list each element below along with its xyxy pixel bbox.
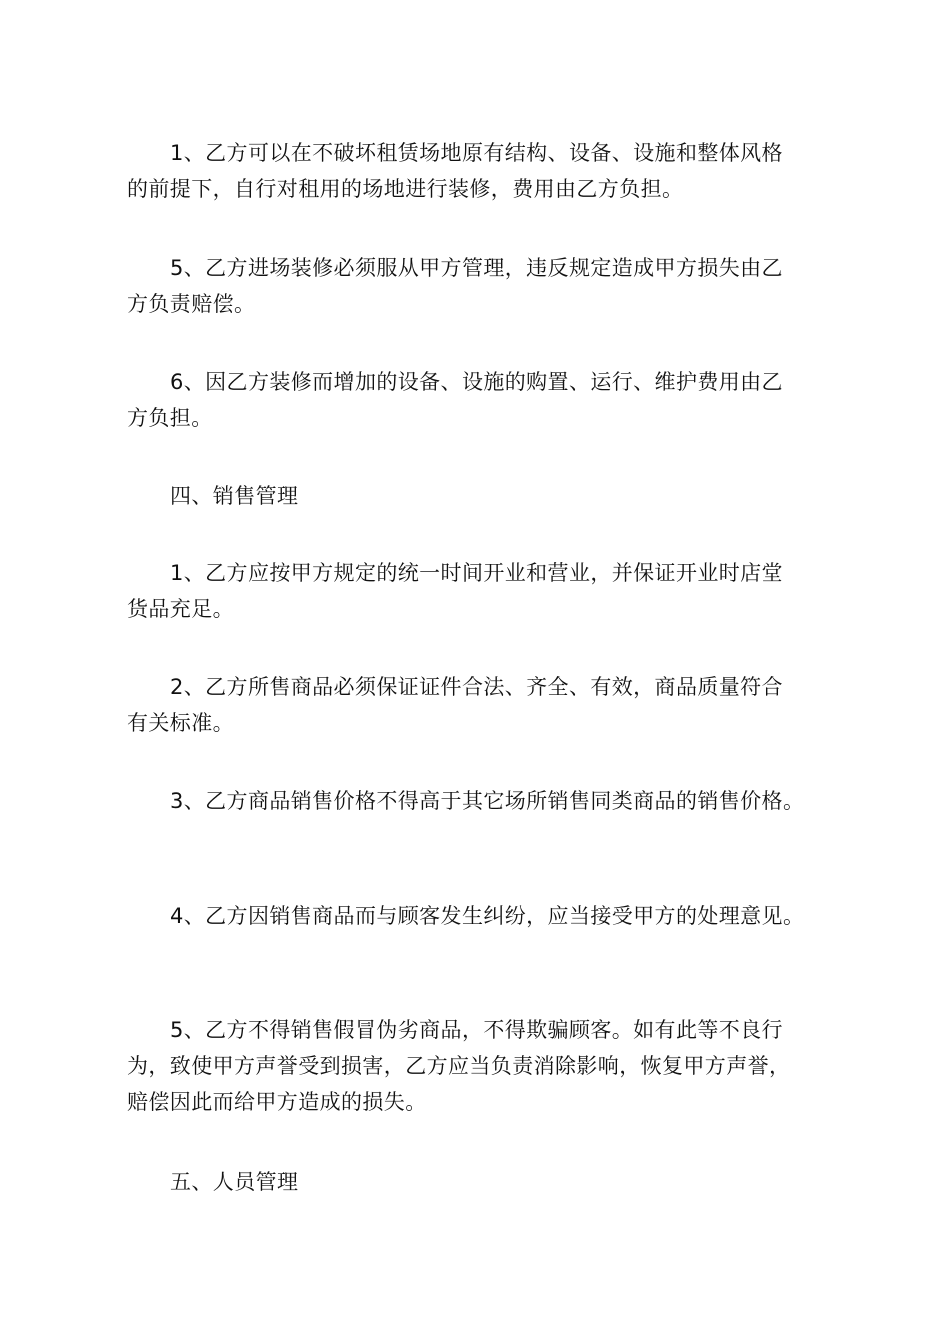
clause-line: 货品充足。 xyxy=(127,597,234,621)
clause-line: 有关标准。 xyxy=(127,711,234,735)
clause-sales-3 xyxy=(127,783,827,819)
clause-decoration-6 xyxy=(127,364,827,436)
clause-line: 为，致使甲方声誉受到损害，乙方应当负责消除影响，恢复甲方声誉， xyxy=(127,1054,791,1078)
clause-line: 1、乙方可以在不破坏租赁场地原有结构、设备、设施和整体风格 xyxy=(170,141,783,165)
clause-line: 方负担。 xyxy=(127,406,213,430)
section-heading-personnel: 五、人员管理 xyxy=(170,1170,299,1194)
clause-sales-1 xyxy=(127,555,827,627)
clause-line: 5、乙方进场装修必须服从甲方管理，违反规定造成甲方损失由乙 xyxy=(170,256,783,280)
clause-line: 3、乙方商品销售价格不得高于其它场所销售同类商品的销售价格。 xyxy=(170,789,805,813)
clause-line: 方负责赔偿。 xyxy=(127,292,256,316)
clause-line: 2、乙方所售商品必须保证证件合法、齐全、有效，商品质量符合 xyxy=(170,675,783,699)
clause-sales-4 xyxy=(127,898,827,934)
clause-line: 5、乙方不得销售假冒伪劣商品，不得欺骗顾客。如有此等不良行 xyxy=(170,1018,783,1042)
clause-sales-5 xyxy=(127,1012,827,1120)
clause-sales-2 xyxy=(127,669,827,741)
clause-line: 赔偿因此而给甲方造成的损失。 xyxy=(127,1090,427,1114)
section-heading-sales: 四、销售管理 xyxy=(170,484,299,508)
clause-line: 4、乙方因销售商品而与顾客发生纠纷，应当接受甲方的处理意见。 xyxy=(170,904,805,928)
clause-line: 1、乙方应按甲方规定的统一时间开业和营业，并保证开业时店堂 xyxy=(170,561,783,585)
clause-line: 6、因乙方装修而增加的设备、设施的购置、运行、维护费用由乙 xyxy=(170,370,783,394)
clause-line: 的前提下，自行对租用的场地进行装修，费用由乙方负担。 xyxy=(127,177,684,201)
clause-decoration-1 xyxy=(127,135,827,207)
clause-decoration-5 xyxy=(127,250,827,322)
